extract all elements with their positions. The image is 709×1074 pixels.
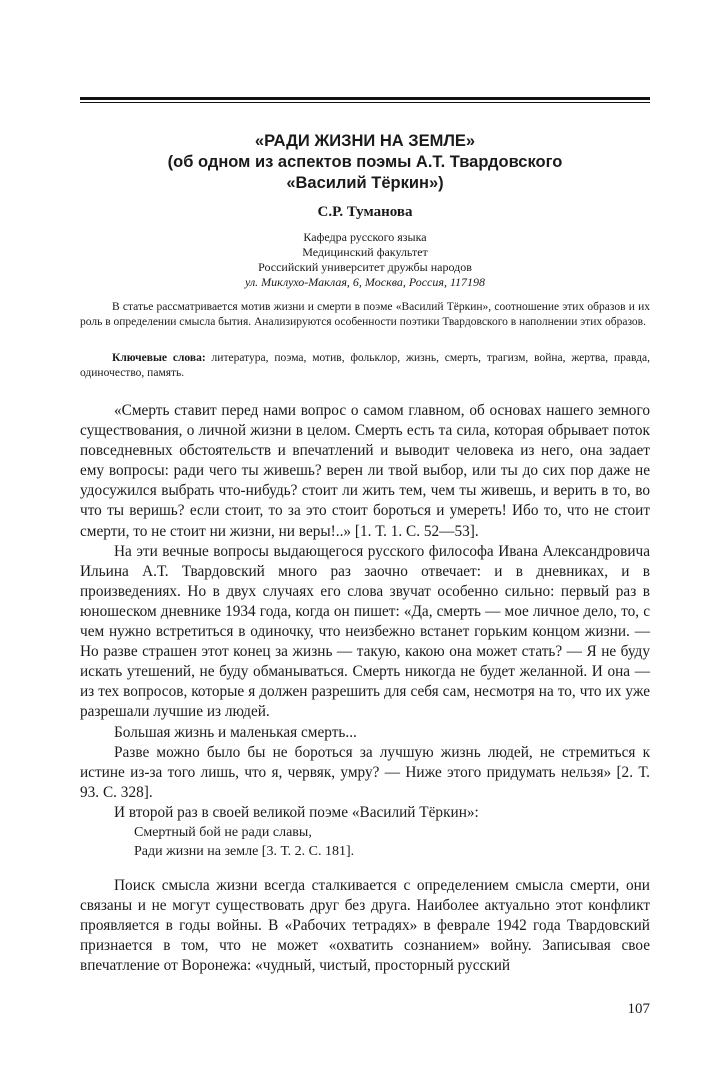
abstract-text: В статье рассматривается мотив жизни и смерти в поэме «Василий Тёркин», соотношение этих образов и их роль в определении смысла бытия. Анализируются особенности поэтики Твардовского в наполнении этих образов.: [80, 301, 650, 328]
abstract: [80, 300, 650, 330]
poem-line-1: Смертный бой не ради славы,: [134, 824, 312, 840]
affiliation-address: ул. Миклухо-Маклая, 6, Москва, Россия, 117198: [244, 275, 486, 289]
title-line-1: «РАДИ ЖИЗНИ НА ЗЕМЛЕ»: [254, 132, 476, 150]
poem-quote: [134, 823, 650, 861]
keywords-text: литература, поэма, мотив, фольклор, жизнь, смерть, трагизм, война, жертва, правда, одиночество, память.: [80, 352, 650, 379]
page-number: 107: [627, 1001, 650, 1017]
paragraph-4: Разве можно было бы не бороться за лучшую жизнь людей, не стремиться к истине из-за того лишь, что я, червяк, умру? — Ниже этого придумать нельзя» [2. Т. 93. С. 328].: [80, 743, 650, 801]
affiliation-university: Российский университет дружбы народов: [258, 260, 472, 274]
affiliation-department: Кафедра русского языка: [303, 230, 427, 244]
title-line-3: «Василий Тёркин»): [286, 174, 444, 192]
paragraph-2: На эти вечные вопросы выдающегося русского философа Ивана Александровича Ильина А.Т. Твардовский много раз заочно отвечает: и в дневниках, и в произведениях. Но в двух случаях его слова звучат особенно сильно: первый раз в юношеском дневнике 1934 года, когда он пишет: «Да, смерть — мое личное дело, то, с чем нужно встретиться в одиночку, что неизбежно встанет горьким концом жизни. — Но разве страшен этот конец за жизнь — такую, какою она может стать? — Я не буду искать утешений, не буду обманываться. Смерть никогда не будет желанной. И она — из тех вопросов, которые я должен разрешить для себя сам, несмотря на то, что их уже разрешали лучшие из людей.: [80, 542, 650, 721]
paragraph-6: Поиск смысла жизни всегда сталкивается с определением смысла смерти, они связаны и не могут существовать друг без друга. Наиболее актуально этот конфликт проявляется в годы войны. В «Рабочих тетрадях» в феврале 1942 года Твардовский признается в том, что не может «охватить сознанием» войну. Записывая свое впечатление от Воронежа: «чудный, чистый, просторный русский: [80, 876, 650, 975]
header-rule-thin: [80, 102, 650, 103]
section-gap: [80, 861, 650, 876]
keywords: [80, 351, 650, 381]
affiliation-block: [80, 230, 650, 290]
author-name: С.Р. Туманова: [317, 204, 413, 220]
article-body: [80, 401, 650, 976]
article-title: [80, 131, 650, 194]
header-rule-thick: [80, 97, 650, 100]
poem-line-2: Ради жизни на земле [3. Т. 2. С. 181].: [134, 843, 355, 859]
affiliation-faculty: Медицинский факультет: [302, 245, 428, 259]
title-line-2: (об одном из аспектов поэмы А.Т. Твардовского: [167, 153, 563, 171]
paragraph-5: И второй раз в своей великой поэме «Василий Тёркин»:: [114, 803, 479, 821]
keywords-label: Ключевые слова:: [112, 352, 206, 364]
paragraph-1: «Смерть ставит перед нами вопрос о самом главном, об основах нашего земного существования, о личной жизни в целом. Смерть есть та сила, которая обрывает поток повседневных обстоятельств и впечатлений и выводит человека из него, она задает ему вопросы: ради чего ты живешь? верен ли твой выбор, или ты до сих пор даже не удосужился выбрать что-нибудь? стоит ли жить тем, чем ты живешь, и верить в то, во что ты веришь? если стоит, то за это стоит бороться и умереть! Ибо то, что не стоит смерти, то не стоит ни жизни, ни веры!..» [1. Т. 1. С. 52—53].: [80, 402, 650, 540]
paragraph-3: Большая жизнь и маленькая смерть...: [114, 723, 357, 741]
